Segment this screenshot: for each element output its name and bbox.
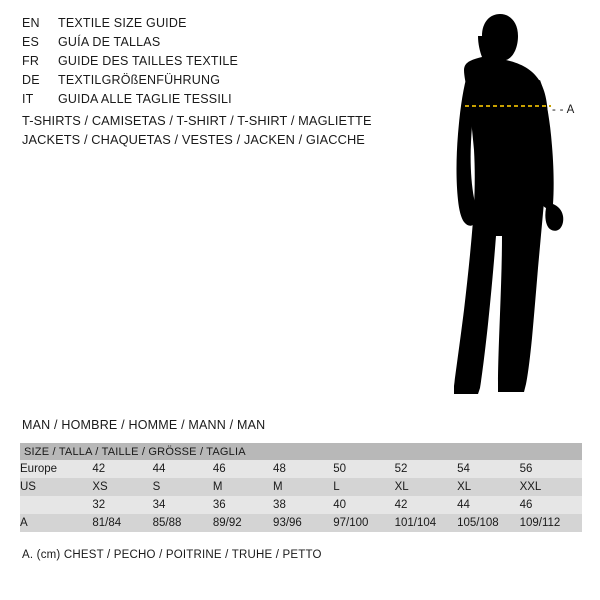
cell-value: 48 <box>273 463 286 475</box>
cell-value: 42 <box>394 499 408 511</box>
cell-value: 97/100 <box>333 517 369 529</box>
garment-category-list <box>22 111 452 149</box>
cell-value: 50 <box>333 463 347 475</box>
cell-value: 38 <box>273 499 286 511</box>
language-row <box>22 90 422 109</box>
table-title: MAN / HOMBRE / HOMME / MANN / MAN <box>22 418 266 432</box>
language-list <box>22 14 422 109</box>
cell-value: 42 <box>92 463 106 475</box>
table-row <box>20 460 582 478</box>
cell-value: 40 <box>333 499 347 511</box>
language-row <box>22 33 422 52</box>
cell-value: XL <box>457 481 472 493</box>
silhouette-icon <box>420 10 590 400</box>
cell-value: L <box>333 481 340 493</box>
language-text: GUÍA DE TALLAS <box>58 35 161 49</box>
language-text: GUIDA ALLE TAGLIE TESSILI <box>58 92 232 106</box>
cell-value: M <box>273 481 283 493</box>
row-label <box>20 496 92 514</box>
table-row <box>20 514 582 532</box>
language-code: IT <box>22 92 34 106</box>
cell-value: 52 <box>394 463 408 475</box>
cell-value: 46 <box>212 463 226 475</box>
cell-value: 46 <box>519 499 533 511</box>
cell-value: 93/96 <box>273 517 302 529</box>
measure-label-a: - - A <box>552 104 575 116</box>
category-jackets: JACKETS / CHAQUETAS / VESTES / JACKEN / GIACCHE <box>22 132 365 147</box>
size-table <box>20 443 582 532</box>
language-row <box>22 52 422 71</box>
table-row <box>20 478 582 496</box>
cell-value: 56 <box>519 463 533 475</box>
cell-value: 54 <box>457 463 470 475</box>
cell-value: 34 <box>152 499 166 511</box>
row-label: A <box>20 517 28 529</box>
row-label: Europe <box>20 463 58 475</box>
language-code: ES <box>22 35 40 49</box>
cell-value: 81/84 <box>92 517 122 529</box>
language-code: DE <box>22 73 40 87</box>
cell-value: S <box>152 481 161 493</box>
male-silhouette-figure <box>420 10 590 400</box>
cell-value: XXL <box>519 481 542 493</box>
language-text: GUIDE DES TAILLES TEXTILE <box>58 54 239 68</box>
language-code: EN <box>22 16 40 30</box>
cell-value: 44 <box>152 463 166 475</box>
language-row <box>22 71 422 90</box>
cell-value: XS <box>92 481 108 493</box>
cell-value: M <box>212 481 223 493</box>
language-text: TEXTILGRÖßENFÜHRUNG <box>58 73 221 87</box>
cell-value: 36 <box>212 499 226 511</box>
table-row <box>20 496 582 514</box>
cell-value: 89/92 <box>212 517 242 529</box>
cell-value: 101/104 <box>394 517 437 529</box>
row-label: US <box>20 481 36 493</box>
cell-value: XL <box>394 481 409 493</box>
language-code: FR <box>22 54 40 68</box>
table-header-row <box>20 443 582 460</box>
cell-value: 32 <box>92 499 106 511</box>
category-tshirts: T-SHIRTS / CAMISETAS / T-SHIRT / T-SHIRT / MAGLIETTE <box>22 113 372 128</box>
cell-value: 109/112 <box>519 517 561 529</box>
table-header-label: SIZE / TALLA / TAILLE / GRÖSSE / TAGLIA <box>24 445 246 458</box>
table-footnote: A. (cm) CHEST / PECHO / POITRINE / TRUHE / PETTO <box>22 549 322 561</box>
cell-value: 44 <box>457 499 470 511</box>
language-row <box>22 14 422 33</box>
cell-value: 85/88 <box>152 517 182 529</box>
cell-value: 105/108 <box>457 517 499 529</box>
language-text: TEXTILE SIZE GUIDE <box>58 16 187 30</box>
